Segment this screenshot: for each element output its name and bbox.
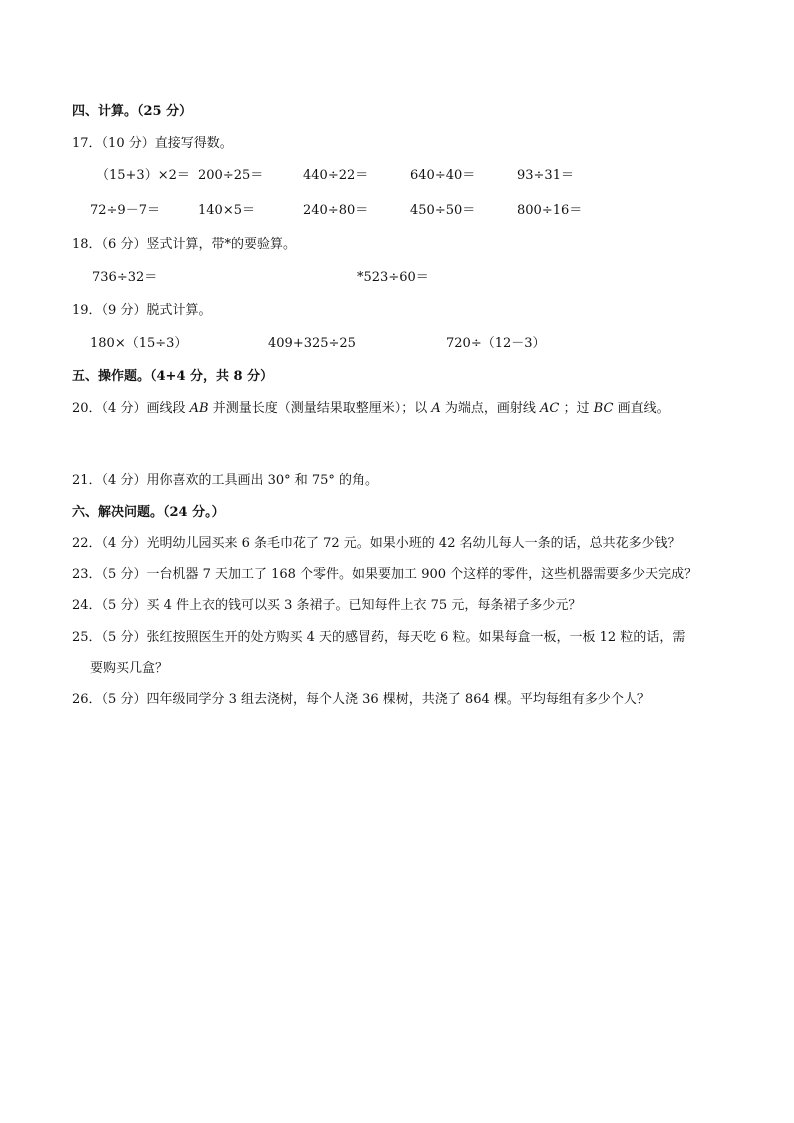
q22-text: 22．（4 分）光明幼儿园买来 6 条毛巾花了 72 元。如果小班的 42 名幼儿每人一条的话，总共花多少钱？ bbox=[72, 536, 681, 551]
q20-text-part: 为端点，画射线 bbox=[444, 401, 536, 416]
q19-expr: 409+325÷25 bbox=[268, 336, 356, 351]
ray-ac-label: AC bbox=[540, 401, 560, 416]
q17-expr: 200÷25＝ bbox=[198, 168, 264, 183]
point-a-label: A bbox=[431, 401, 441, 416]
q17-expr: 640÷40＝ bbox=[410, 168, 476, 183]
q18-prompt: 18．（6 分）竖式计算，带*的要验算。 bbox=[72, 237, 296, 252]
q19-expr: 720÷（12－3） bbox=[446, 336, 546, 351]
q17-expr: 140×5＝ bbox=[198, 203, 255, 218]
q19-expr: 180×（15÷3） bbox=[90, 336, 188, 351]
q17-expr: 72÷9－7＝ bbox=[90, 203, 160, 218]
section4-heading: 四、计算。（25 分） bbox=[72, 104, 193, 119]
q24-text: 24．（5 分）买 4 件上衣的钱可以买 3 条裙子。已知每件上衣 75 元，每条裙子多少元？ bbox=[72, 598, 582, 613]
q20-text-part: 并测量长度（测量结果取整厘米）；以 bbox=[212, 401, 428, 416]
q17-expr: 800÷16＝ bbox=[517, 203, 583, 218]
q17-expr: （15+3）×2＝ bbox=[96, 168, 190, 183]
q25-text: 25．（5 分）张红按照医生开的处方购买 4 天的感冒药，每天吃 6 粒。如果每盒一板，一板 12 粒的话，需 bbox=[72, 630, 686, 645]
q18-expr: *523÷60＝ bbox=[357, 270, 429, 285]
q25-text-cont: 要购买几盒？ bbox=[90, 661, 169, 676]
q17-expr: 240÷80＝ bbox=[303, 203, 369, 218]
section5-heading: 五、操作题。（4+4 分，共 8 分） bbox=[72, 369, 274, 384]
section6-heading: 六、解决问题。（24 分。） bbox=[72, 505, 225, 520]
q17-prompt: 17．（10 分）直接写得数。 bbox=[72, 136, 233, 151]
q20-text bbox=[72, 400, 670, 418]
q19-prompt: 19．（9 分）脱式计算。 bbox=[72, 303, 212, 318]
q20-text-part: 画直线。 bbox=[617, 401, 670, 416]
q23-text: 23．（5 分）一台机器 7 天加工了 168 个零件。如果要加工 900 个这样的零件，这些机器需要多少天完成？ bbox=[72, 567, 698, 582]
q18-expr: 736÷32＝ bbox=[92, 270, 158, 285]
line-bc-label: BC bbox=[593, 401, 614, 416]
q17-expr: 440÷22＝ bbox=[303, 168, 369, 183]
q20-text-part: 20．（4 分）画线段 bbox=[72, 401, 186, 416]
q17-expr: 93÷31＝ bbox=[517, 168, 574, 183]
q21-text: 21．（4 分）用你喜欢的工具画出 30° 和 75° 的角。 bbox=[72, 473, 379, 488]
q17-expr: 450÷50＝ bbox=[410, 203, 476, 218]
q20-text-part: ；过 bbox=[563, 401, 590, 416]
q26-text: 26．（5 分）四年级同学分 3 组去浇树，每个人浇 36 棵树，共浇了 864 棵。平均每组有多少个人？ bbox=[72, 692, 650, 707]
segment-ab-label: AB bbox=[189, 401, 209, 416]
